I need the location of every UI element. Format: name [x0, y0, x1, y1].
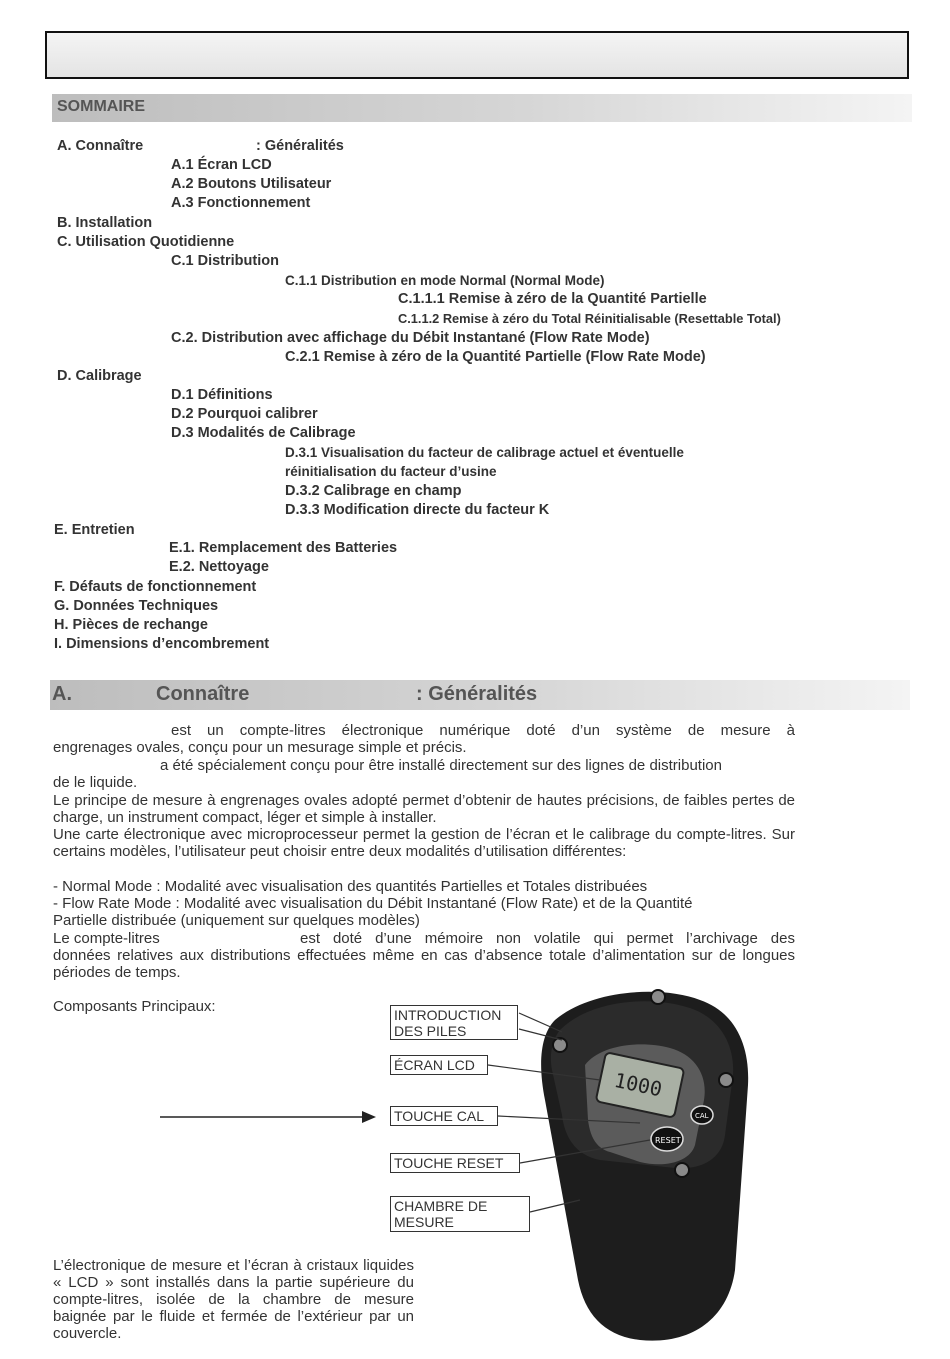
header-box	[45, 31, 909, 79]
toc-item: D.3.1 Visualisation du facteur de calibrage actuel et éventuelle	[285, 445, 684, 460]
toc-item: C.1 Distribution	[171, 253, 279, 269]
components-title: Composants Principaux:	[53, 998, 216, 1015]
label-chambre-de-mesure: CHAMBRE DE MESURE	[390, 1196, 530, 1232]
paragraph-line: - Normal Mode : Modalité avec visualisation des quantités Partielles et Totales distribuées	[53, 878, 648, 895]
sommaire-title: SOMMAIRE	[57, 98, 145, 115]
label-ecran-lcd: ÉCRAN LCD	[390, 1055, 488, 1075]
toc-item: D.1 Définitions	[171, 387, 273, 403]
toc-item: A. Connaître	[57, 138, 144, 154]
toc-item: C.2.1 Remise à zéro de la Quantité Partielle (Flow Rate Mode)	[285, 349, 706, 365]
toc-item: D. Calibrage	[57, 368, 142, 384]
toc-item: E. Entretien	[54, 522, 135, 538]
screw-icon	[719, 1073, 733, 1087]
toc-item: E.1. Remplacement des Batteries	[169, 540, 398, 556]
toc-item: : Généralités	[256, 138, 344, 154]
paragraph: Le principe de mesure à engrenages ovales adopté permet d’obtenir de hautes précisions, de faibles pertes de charge, un instrument compact, léger et simple à installer.	[53, 792, 795, 826]
toc-item: H. Pièces de rechange	[54, 617, 208, 633]
paragraph-line: est doté d’une mémoire non volatile qui permet l’archivage des	[300, 930, 795, 947]
paragraph-line: - Flow Rate Mode : Modalité avec visualisation du Débit Instantané (Flow Rate) et de la Quantité	[53, 895, 693, 912]
toc-item: D.2 Pourquoi calibrer	[171, 406, 318, 422]
paragraph-line: Partielle distribuée (uniquement sur quelques modèles)	[53, 912, 420, 929]
reset-button-label: RESET	[655, 1136, 681, 1145]
toc-item: D.3.3 Modification directe du facteur K	[285, 502, 550, 518]
toc-item: réinitialisation du facteur d’usine	[285, 464, 497, 479]
toc-item: C.2. Distribution avec affichage du Débit Instantané (Flow Rate Mode)	[171, 330, 650, 346]
paragraph: Une carte électronique avec microprocesseur permet la gestion de l’écran et le calibrage du compte-litres. Sur certains modèles, l’utilisateur peut choisir entre deux modalités d’utilisation différentes:	[53, 826, 795, 860]
paragraph-line: Le compte-litres	[53, 930, 160, 947]
section-a-title: Connaître	[156, 683, 250, 705]
paragraph-line: a été spécialement conçu pour être installé directement sur des lignes de distribution	[160, 757, 722, 774]
paragraph-line: de le liquide.	[53, 774, 138, 791]
arrow-head-icon	[362, 1111, 376, 1123]
toc-item: C.1.1.2 Remise à zéro du Total Réinitialisable (Resettable Total)	[398, 311, 781, 326]
section-a-letter: A.	[52, 683, 72, 705]
cal-button-label: CAL	[695, 1112, 709, 1120]
label-touche-cal: TOUCHE CAL	[390, 1106, 498, 1126]
lcd-reading: 1000	[612, 1067, 665, 1102]
toc-item: A.2 Boutons Utilisateur	[171, 176, 332, 192]
toc-item: I. Dimensions d’encombrement	[54, 636, 270, 652]
toc-item: C. Utilisation Quotidienne	[57, 234, 235, 250]
sommaire-band	[52, 94, 912, 122]
paragraph-line: engrenages ovales, conçu pour un mesurage simple et précis.	[53, 739, 467, 756]
toc-item: C.1.1 Distribution en mode Normal (Normal Mode)	[285, 273, 605, 288]
toc-item: F. Défauts de fonctionnement	[54, 579, 257, 595]
toc-item: A.3 Fonctionnement	[171, 195, 311, 211]
screw-icon	[675, 1163, 689, 1177]
section-a-subtitle: : Généralités	[416, 683, 538, 705]
label-touche-reset: TOUCHE RESET	[390, 1153, 520, 1173]
toc-item: C.1.1.1 Remise à zéro de la Quantité Partielle	[398, 291, 707, 307]
toc-item: A.1 Écran LCD	[171, 157, 272, 173]
toc-item: E.2. Nettoyage	[169, 559, 269, 575]
screw-icon	[651, 990, 665, 1004]
toc-item: G. Données Techniques	[54, 598, 219, 614]
paragraph-line: est un compte-litres électronique numérique doté d’un système de mesure à	[171, 722, 795, 739]
toc-item: D.3.2 Calibrage en champ	[285, 483, 462, 499]
label-introduction-piles: INTRODUCTION DES PILES	[390, 1005, 518, 1040]
paragraph-bottom: L’électronique de mesure et l’écran à cristaux liquides « LCD » sont installés dans la partie supérieure du compte-litres, isolée de la chambre de mesure baignée par le fluide et fermée de l’extérieur par un couvercle.	[53, 1257, 414, 1342]
toc-item: D.3 Modalités de Calibrage	[171, 425, 356, 441]
toc-item: B. Installation	[57, 215, 153, 231]
paragraph: données relatives aux distributions effectuées même en cas d’absence totale d’alimentation sur de longues périodes de temps.	[53, 947, 795, 981]
